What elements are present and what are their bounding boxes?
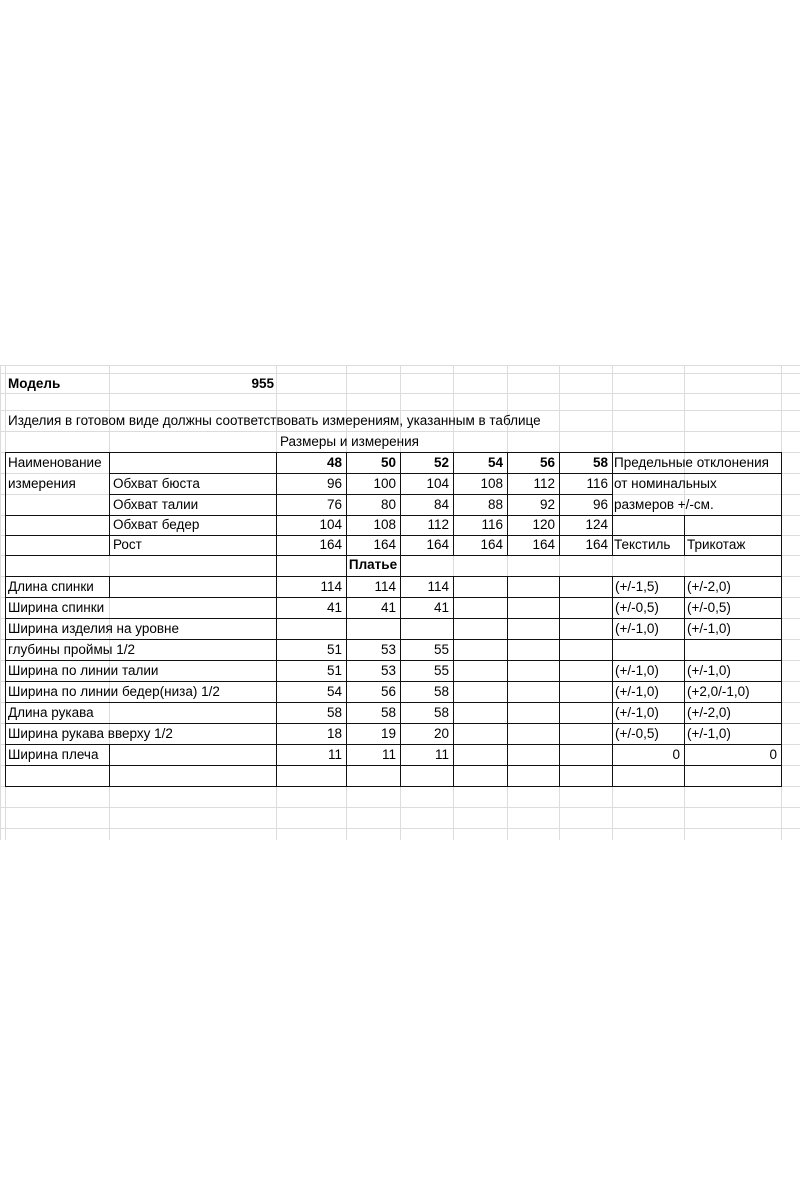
knit-tolerance: (+/-1,0) [687, 621, 731, 636]
product-row-value: 41 [326, 600, 342, 615]
border-line [109, 494, 613, 495]
header-deviation-line3: размеров +/-см. [614, 497, 714, 512]
sizes-title: Размеры и измерения [280, 434, 419, 449]
border-line [109, 515, 782, 516]
spreadsheet [0, 365, 800, 840]
knit-tolerance: (+/-1,0) [687, 663, 731, 678]
knit-tolerance: (+/-1,0) [687, 726, 731, 741]
product-row-value: 114 [427, 579, 449, 594]
header-name-line1: Наименование [8, 455, 102, 470]
border-line [5, 723, 782, 724]
knit-tolerance: (+/-0,5) [687, 600, 731, 615]
border-line [5, 786, 782, 787]
product-row-label: Ширина спинки [8, 600, 105, 615]
product-row-value: 19 [380, 726, 396, 741]
measurement-value: 124 [585, 517, 608, 532]
border-line [5, 535, 782, 536]
product-row-value: 55 [433, 663, 449, 678]
product-row-value: 41 [380, 600, 396, 615]
textile-tolerance: (+/-1,0) [615, 621, 659, 636]
header-deviation-line1: Предельные отклонения [614, 455, 769, 470]
size-header: 52 [433, 455, 449, 470]
product-row-value: 18 [326, 726, 342, 741]
product-row-label: Ширина рукава вверху 1/2 [8, 726, 173, 741]
measurement-label: Обхват бедер [113, 517, 200, 532]
measurement-value: 164 [585, 537, 608, 552]
measurement-value: 108 [480, 476, 503, 491]
measurement-value: 164 [480, 537, 503, 552]
textile-tolerance: 0 [672, 747, 680, 762]
border-line [5, 576, 782, 577]
measurement-value: 108 [373, 517, 396, 532]
measurement-value: 116 [586, 476, 608, 491]
border-line [276, 555, 277, 787]
border-line [453, 452, 454, 556]
measurement-value: 164 [373, 537, 396, 552]
border-line [781, 555, 782, 787]
measurement-value: 88 [487, 497, 503, 512]
border-line [5, 555, 6, 787]
border-line [612, 576, 613, 787]
measurement-value: 112 [533, 476, 555, 491]
product-row-value: 114 [374, 579, 396, 594]
header-knitwear: Трикотаж [687, 537, 746, 552]
product-row-value: 58 [326, 705, 342, 720]
product-row-value: 58 [380, 705, 396, 720]
size-header: 48 [326, 455, 342, 470]
product-row-value: 53 [380, 642, 396, 657]
border-line [276, 452, 277, 556]
measurement-value: 112 [427, 517, 449, 532]
product-row-value: 114 [320, 579, 342, 594]
knit-tolerance: 0 [769, 747, 777, 762]
border-line [612, 452, 613, 556]
measurement-label: Рост [113, 537, 142, 552]
measurement-label: Обхват талии [113, 497, 199, 512]
size-header: 54 [487, 455, 503, 470]
product-row-value: 54 [326, 684, 342, 699]
border-line [400, 452, 401, 556]
border-line [109, 576, 110, 598]
product-row-value: 51 [326, 663, 342, 678]
textile-tolerance: (+/-1,5) [615, 579, 659, 594]
textile-tolerance: (+/-0,5) [615, 600, 659, 615]
measurement-label: Обхват бюста [113, 476, 200, 491]
measurement-value: 116 [481, 517, 503, 532]
product-row-value: 58 [433, 684, 449, 699]
measurement-value: 96 [326, 476, 342, 491]
header-textile: Текстиль [614, 537, 671, 552]
textile-tolerance: (+/-1,0) [615, 663, 659, 678]
product-row-label: Ширина плеча [8, 747, 99, 762]
border-line [559, 576, 560, 787]
table-note: Изделия в готовом виде должны соответствовать измерениям, указанным в таблице [8, 413, 541, 428]
measurement-value: 84 [433, 497, 449, 512]
product-row-value: 55 [433, 642, 449, 657]
border-line [5, 765, 782, 766]
product-title: Платье [348, 557, 398, 572]
header-name-line2: измерения [8, 476, 76, 491]
product-row-label: Ширина изделия на уровне [8, 621, 179, 636]
border-line [5, 452, 6, 556]
border-line [684, 515, 685, 556]
border-line [507, 576, 508, 787]
border-line [5, 597, 782, 598]
border-line [109, 452, 110, 556]
measurement-value: 164 [532, 537, 555, 552]
textile-tolerance: (+/-1,0) [615, 705, 659, 720]
measurement-value: 104 [426, 476, 449, 491]
border-line [109, 473, 782, 474]
model-label: Модель [8, 376, 61, 391]
measurement-value: 164 [426, 537, 449, 552]
border-line [346, 555, 347, 787]
header-deviation-line2: от номинальных [614, 476, 717, 491]
knit-tolerance: (+/-2,0) [687, 705, 731, 720]
border-line [5, 452, 782, 453]
measurement-value: 164 [319, 537, 342, 552]
border-line [559, 452, 560, 556]
gridline [0, 365, 1, 840]
measurement-value: 92 [539, 497, 555, 512]
border-line [5, 515, 110, 516]
product-row-label: Ширина по линии талии [8, 663, 159, 678]
product-row-value: 11 [434, 747, 449, 762]
border-line [5, 660, 782, 661]
measurement-value: 76 [326, 497, 342, 512]
measurement-value: 120 [532, 517, 555, 532]
product-row-label: Длина спинки [8, 579, 94, 594]
measurement-value: 104 [319, 517, 342, 532]
border-line [400, 555, 401, 787]
product-row-label: Ширина по линии бедер(низа) 1/2 [8, 684, 220, 699]
border-line [346, 452, 347, 556]
product-row-value: 53 [380, 663, 396, 678]
border-line [109, 744, 110, 787]
knit-tolerance: (+2,0/-1,0) [687, 684, 750, 699]
border-line [507, 452, 508, 556]
border-line [781, 452, 782, 556]
border-line [5, 618, 782, 619]
textile-tolerance: (+/-1,0) [615, 684, 659, 699]
product-row-label: Длина рукава [8, 705, 94, 720]
border-line [684, 576, 685, 787]
border-line [5, 702, 782, 703]
border-line [5, 681, 782, 682]
product-row-value: 20 [433, 726, 449, 741]
border-line [5, 555, 782, 556]
border-line [453, 576, 454, 787]
measurement-value: 80 [380, 497, 396, 512]
textile-tolerance: (+/-0,5) [615, 726, 659, 741]
product-row-value: 58 [433, 705, 449, 720]
size-header: 56 [539, 455, 555, 470]
knit-tolerance: (+/-2,0) [687, 579, 731, 594]
product-row-value: 56 [380, 684, 396, 699]
size-header: 58 [592, 455, 608, 470]
product-row-value: 11 [381, 747, 396, 762]
product-row-value: 41 [433, 600, 449, 615]
border-line [5, 639, 782, 640]
product-row-value: 11 [327, 747, 342, 762]
border-line [5, 744, 782, 745]
measurement-value: 100 [373, 476, 396, 491]
model-value: 955 [251, 376, 274, 391]
product-row-label: глубины проймы 1/2 [8, 642, 135, 657]
size-header: 50 [380, 455, 396, 470]
product-row-value: 51 [326, 642, 342, 657]
measurement-value: 96 [592, 497, 608, 512]
